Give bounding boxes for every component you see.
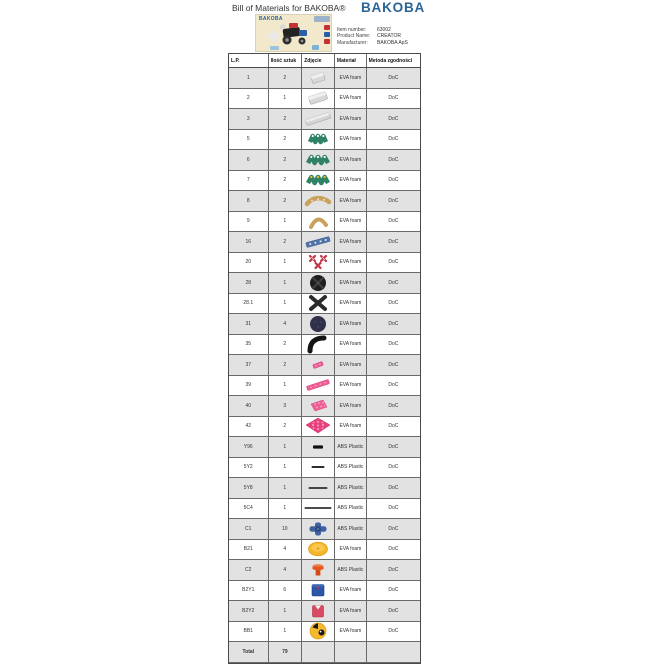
piece-photo-cell (302, 519, 335, 539)
lp-cell: 16 (229, 232, 269, 252)
foam-disc-black-x-icon (302, 273, 334, 293)
table-row (229, 396, 420, 417)
lp-cell: 39 (229, 376, 269, 396)
lp-cell: 42 (229, 417, 269, 437)
quantity-cell: 1 (269, 212, 303, 232)
product-box-brand: BAKOBA (259, 16, 283, 22)
method-cell: DoC (388, 525, 399, 532)
material-cell: EVA foam (335, 417, 367, 437)
foam-block-white-medium-icon (302, 88, 334, 108)
foam-plate-pink-large-icon (302, 416, 334, 436)
material-cell: EVA foam (335, 294, 367, 314)
column-header-quantity: Ilość sztuk (269, 54, 303, 67)
method-cell: DoC (388, 566, 399, 573)
total-empty-cell (367, 642, 420, 662)
foam-block-white-long-icon (302, 109, 334, 129)
info-value: 63002 (377, 27, 391, 33)
material-cell: EVA foam (335, 253, 367, 273)
quantity-cell: 1 (269, 601, 303, 621)
table-row (229, 68, 420, 89)
table-row (229, 171, 420, 192)
method-cell: DoC (388, 546, 399, 553)
table-body (229, 68, 420, 642)
lp-cell: Y96 (229, 437, 269, 457)
total-empty-cell (302, 642, 335, 662)
lp-cell: 28 (229, 273, 269, 293)
lp-cell: 37 (229, 355, 269, 375)
piece-photo-cell (302, 581, 335, 601)
table-row (229, 417, 420, 438)
cube-red-icon (302, 601, 334, 621)
quantity-cell: 2 (269, 171, 303, 191)
lp-cell: 6 (229, 150, 269, 170)
piece-photo-cell (302, 171, 335, 191)
quantity-cell: 2 (269, 68, 303, 88)
material-cell: ABS Plastic (335, 478, 367, 498)
lp-cell: 3 (229, 109, 269, 129)
material-cell: EVA foam (335, 171, 367, 191)
total-quantity: 79 (269, 642, 303, 662)
table-row (229, 294, 420, 315)
piece-photo-cell (302, 253, 335, 273)
method-cell: DoC (388, 443, 399, 450)
table-row (229, 89, 420, 110)
table-header-row (229, 54, 420, 68)
quantity-cell: 10 (269, 519, 303, 539)
foam-strip-blue-studded-icon (302, 232, 334, 252)
quantity-cell: 2 (269, 335, 303, 355)
piece-photo-cell (302, 212, 335, 232)
method-cell: DoC (388, 341, 399, 348)
table-row (229, 130, 420, 151)
quantity-cell: 1 (269, 622, 303, 642)
quantity-cell: 1 (269, 376, 303, 396)
lp-cell: 35 (229, 335, 269, 355)
quantity-cell: 2 (269, 191, 303, 211)
page-title: Bill of Materials for BAKOBA® (232, 3, 346, 13)
foam-wedge-pink-small-icon (302, 355, 334, 375)
material-cell: ABS Plastic (335, 560, 367, 580)
piece-photo-cell (302, 191, 335, 211)
table-row (229, 355, 420, 376)
piece-photo-cell (302, 335, 335, 355)
material-cell: EVA foam (335, 130, 367, 150)
foam-plate-pink-icon (302, 396, 334, 416)
quantity-cell: 2 (269, 232, 303, 252)
method-cell: DoC (388, 197, 399, 204)
info-label: Item number: (337, 27, 367, 33)
product-box-image (255, 14, 332, 52)
lp-cell: 40 (229, 396, 269, 416)
piece-photo-cell (302, 396, 335, 416)
lp-cell: 8 (229, 191, 269, 211)
method-cell: DoC (388, 361, 399, 368)
piece-photo-cell (302, 458, 335, 478)
quantity-cell: 4 (269, 314, 303, 334)
quantity-cell: 6 (269, 581, 303, 601)
quantity-cell: 1 (269, 499, 303, 519)
quantity-cell: 1 (269, 458, 303, 478)
foam-arch-tan-icon (302, 211, 334, 231)
product-info (337, 27, 408, 46)
material-cell: EVA foam (335, 273, 367, 293)
lp-cell: 5Y8 (229, 478, 269, 498)
piece-photo-cell (302, 150, 335, 170)
table-row (229, 560, 420, 581)
quantity-cell: 4 (269, 540, 303, 560)
material-cell: EVA foam (335, 335, 367, 355)
method-cell: DoC (388, 156, 399, 163)
table-row (229, 232, 420, 253)
foam-x-cluster-red-icon (302, 252, 334, 272)
method-cell: DoC (388, 259, 399, 266)
method-cell: DoC (388, 238, 399, 245)
table-row (229, 519, 420, 540)
method-cell: DoC (388, 218, 399, 225)
foam-curve-tan-studded-icon (302, 191, 334, 211)
quantity-cell: 1 (269, 478, 303, 498)
method-cell: DoC (388, 95, 399, 102)
table-row (229, 314, 420, 335)
method-cell: DoC (388, 115, 399, 122)
quantity-cell: 2 (269, 355, 303, 375)
quantity-cell: 1 (269, 437, 303, 457)
lp-cell: 1 (229, 68, 269, 88)
material-cell: ABS Plastic (335, 458, 367, 478)
table-row (229, 191, 420, 212)
material-cell: EVA foam (335, 150, 367, 170)
table-row (229, 212, 420, 233)
table-total-row (229, 642, 420, 663)
quantity-cell: 2 (269, 150, 303, 170)
piece-photo-cell (302, 437, 335, 457)
material-cell: EVA foam (335, 540, 367, 560)
piece-photo-cell (302, 109, 335, 129)
table-row (229, 335, 420, 356)
column-header-material: Materiał (335, 54, 367, 67)
total-empty-cell (335, 642, 367, 662)
method-cell: DoC (388, 423, 399, 430)
table-row (229, 581, 420, 602)
quantity-cell: 2 (269, 109, 303, 129)
piece-photo-cell (302, 601, 335, 621)
info-value: BAKOBA ApS (377, 39, 408, 46)
table-row (229, 499, 420, 520)
method-cell: DoC (388, 74, 399, 81)
lp-cell: C1 (229, 519, 269, 539)
table-row (229, 478, 420, 499)
quantity-cell: 1 (269, 253, 303, 273)
piece-photo-cell (302, 622, 335, 642)
lp-cell: 28.1 (229, 294, 269, 314)
piece-photo-cell (302, 560, 335, 580)
cube-blue-red-icon (302, 580, 334, 600)
material-cell: EVA foam (335, 601, 367, 621)
piece-photo-cell (302, 89, 335, 109)
method-cell: DoC (388, 505, 399, 512)
table-row (229, 437, 420, 458)
table-row (229, 273, 420, 294)
piece-photo-cell (302, 540, 335, 560)
quantity-cell: 1 (269, 89, 303, 109)
lp-cell: 5C4 (229, 499, 269, 519)
material-cell: EVA foam (335, 581, 367, 601)
piece-photo-cell (302, 232, 335, 252)
table-row (229, 253, 420, 274)
material-cell: ABS Plastic (335, 437, 367, 457)
table-row (229, 540, 420, 561)
method-cell: DoC (388, 402, 399, 409)
piece-photo-cell (302, 355, 335, 375)
lp-cell: 2 (229, 89, 269, 109)
piece-photo-cell (302, 273, 335, 293)
lp-cell: 20 (229, 253, 269, 273)
quantity-cell: 2 (269, 130, 303, 150)
material-cell: EVA foam (335, 396, 367, 416)
method-cell: DoC (388, 607, 399, 614)
foam-block-white-small-icon (302, 68, 334, 88)
piece-photo-cell (302, 499, 335, 519)
foam-tube-black-curved-icon (302, 334, 334, 354)
piece-photo-cell (302, 478, 335, 498)
method-cell: DoC (388, 628, 399, 635)
method-cell: DoC (388, 382, 399, 389)
connector-orange-icon (302, 560, 334, 580)
lp-cell: 5Y2 (229, 458, 269, 478)
lp-cell: 9 (229, 212, 269, 232)
table-row (229, 376, 420, 397)
method-cell: DoC (388, 279, 399, 286)
bom-table (228, 53, 421, 664)
ball-yellow-black-icon (302, 621, 334, 641)
foam-wave-green-small-icon (302, 129, 334, 149)
material-cell: EVA foam (335, 314, 367, 334)
foam-disc-navy-icon (302, 314, 334, 334)
quantity-cell: 2 (269, 417, 303, 437)
material-cell: EVA foam (335, 191, 367, 211)
info-line-manufacturer (337, 40, 408, 46)
method-cell: DoC (388, 587, 399, 594)
method-cell: DoC (388, 300, 399, 307)
column-header-photo: Zdjęcie (302, 54, 335, 67)
info-label: Product Name: (337, 33, 371, 40)
table-row (229, 601, 420, 622)
table-row (229, 458, 420, 479)
quantity-cell: 1 (269, 294, 303, 314)
foam-x-black-icon (302, 293, 334, 313)
material-cell: ABS Plastic (335, 499, 367, 519)
total-label: Total (229, 642, 269, 662)
method-cell: DoC (388, 177, 399, 184)
rod-black-thin-long-icon (302, 498, 334, 518)
lp-cell: C2 (229, 560, 269, 580)
rod-black-thin-short-icon (302, 457, 334, 477)
table-row (229, 622, 420, 643)
method-cell: DoC (388, 464, 399, 471)
material-cell: EVA foam (335, 68, 367, 88)
piece-photo-cell (302, 314, 335, 334)
rod-black-thin-medium-icon (302, 478, 334, 498)
info-label: Manufacturer: (337, 39, 368, 46)
disc-yellow-icon (302, 539, 334, 559)
material-cell: EVA foam (335, 376, 367, 396)
method-cell: DoC (388, 484, 399, 491)
foam-strip-pink-icon (302, 375, 334, 395)
method-cell: DoC (388, 136, 399, 143)
material-cell: EVA foam (335, 109, 367, 129)
brand-logo: BAKOBA (361, 0, 426, 15)
connector-blue-icon (302, 519, 334, 539)
material-cell: ABS Plastic (335, 519, 367, 539)
material-cell: EVA foam (335, 622, 367, 642)
foam-wave-green-yellow-icon (302, 170, 334, 190)
quantity-cell: 3 (269, 396, 303, 416)
lp-cell: B21 (229, 540, 269, 560)
lp-cell: B2Y2 (229, 601, 269, 621)
lp-cell: BB1 (229, 622, 269, 642)
piece-photo-cell (302, 376, 335, 396)
foam-wave-green-icon (302, 150, 334, 170)
column-header-method: Metoda zgodności (368, 57, 413, 64)
piece-photo-cell (302, 294, 335, 314)
method-cell: DoC (388, 320, 399, 327)
column-header-lp: L.P. (229, 54, 269, 67)
piece-photo-cell (302, 68, 335, 88)
material-cell: EVA foam (335, 355, 367, 375)
piece-photo-cell (302, 130, 335, 150)
lp-cell: 7 (229, 171, 269, 191)
rod-black-short-icon (302, 437, 334, 457)
quantity-cell: 1 (269, 273, 303, 293)
material-cell: EVA foam (335, 212, 367, 232)
material-cell: EVA foam (335, 232, 367, 252)
info-value: CREATOR (377, 33, 401, 40)
material-cell: EVA foam (335, 89, 367, 109)
lp-cell: B2Y1 (229, 581, 269, 601)
lp-cell: 31 (229, 314, 269, 334)
table-row (229, 109, 420, 130)
table-row (229, 150, 420, 171)
lp-cell: 5 (229, 130, 269, 150)
piece-photo-cell (302, 417, 335, 437)
quantity-cell: 4 (269, 560, 303, 580)
